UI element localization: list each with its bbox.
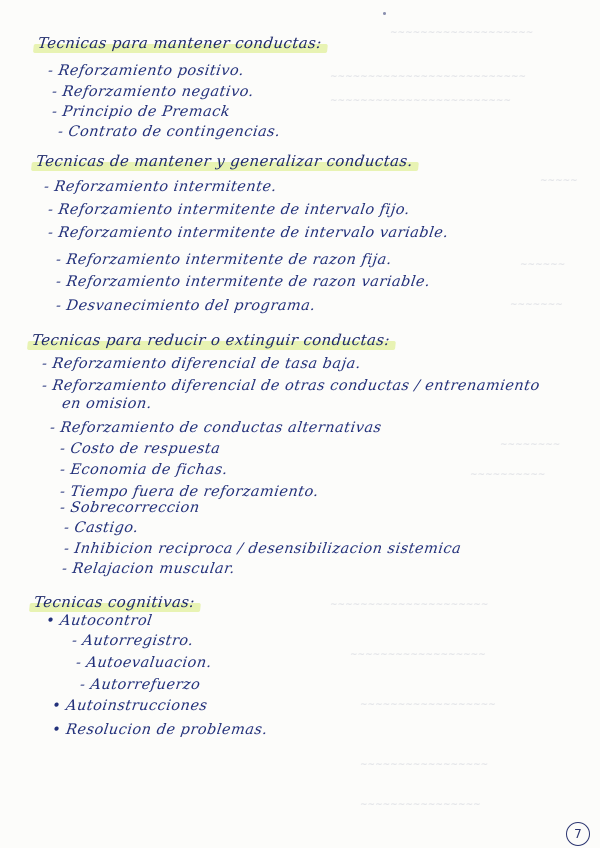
- ink-dot: [383, 12, 386, 15]
- bleed-through-text: ~~~~~~~~~~~~~~~~~~~: [390, 28, 534, 38]
- bleed-through-text: ~~~~~~~~~~~~~~~~~: [360, 760, 489, 770]
- list-item: • Autocontrol: [44, 613, 154, 629]
- bleed-through-text: ~~~~~~~~~~~~~~~~~~~~~: [330, 600, 489, 610]
- list-item: - Tiempo fuera de reforzamiento.: [58, 484, 320, 500]
- section-heading: Tecnicas cognitivas:: [33, 593, 196, 611]
- list-item: - Reforzamiento intermitente.: [42, 179, 278, 195]
- section-heading: Tecnicas para reducir o extinguir conductas:: [31, 331, 391, 349]
- bleed-through-text: ~~~~~~~~~~~~~~~~~~: [350, 650, 486, 660]
- list-item: - Autoevaluacion.: [74, 655, 213, 671]
- list-item: - Reforzamiento intermitente de intervalo fijo.: [46, 202, 411, 218]
- list-item: - Reforzamiento diferencial de otras conductas / entrenamiento: [40, 378, 541, 394]
- bleed-through-text: ~~~~~~~: [510, 300, 563, 310]
- bleed-through-text: ~~~~~~~~~~~~~~~~~~~~~~~~: [330, 96, 511, 106]
- section-heading: Tecnicas de mantener y generalizar conductas.: [35, 152, 414, 170]
- list-item: - Inhibicion reciproca / desensibilizacion sistemica: [62, 541, 463, 557]
- list-item: - Economia de fichas.: [58, 462, 229, 478]
- list-item: - Reforzamiento intermitente de razon fija.: [54, 252, 393, 268]
- list-item: - Reforzamiento intermitente de intervalo variable.: [46, 225, 450, 241]
- bleed-through-text: ~~~~~~: [520, 260, 566, 270]
- list-item: - Reforzamiento negativo.: [50, 84, 255, 100]
- list-item: - Desvanecimiento del programa.: [54, 298, 317, 314]
- bleed-through-text: ~~~~~~~~~~~~~~~~~~~~~~~~~~: [330, 72, 527, 82]
- bleed-through-text: ~~~~~: [540, 176, 578, 186]
- list-item: - Costo de respuesta: [58, 441, 222, 457]
- list-item: - Relajacion muscular.: [60, 561, 237, 577]
- bleed-through-text: ~~~~~~~~~~~~~~~~: [360, 800, 481, 810]
- list-item: - Reforzamiento intermitente de razon variable.: [54, 274, 432, 290]
- page-number: 7: [566, 822, 590, 846]
- list-item: - Autorrefuerzo: [78, 677, 202, 693]
- list-item: - Reforzamiento de conductas alternativas: [48, 420, 383, 436]
- section-heading: Tecnicas para mantener conductas:: [37, 34, 323, 52]
- list-item: - Castigo.: [62, 520, 140, 536]
- list-item: - Principio de Premack: [50, 104, 232, 120]
- bleed-through-text: ~~~~~~~~~~~~~~~~~~: [360, 700, 496, 710]
- bleed-through-text: ~~~~~~~~~~: [470, 470, 546, 480]
- bleed-through-text: ~~~~~~~~: [500, 440, 561, 450]
- list-item: - Reforzamiento positivo.: [46, 63, 246, 79]
- list-item: - Reforzamiento diferencial de tasa baja.: [40, 356, 362, 372]
- list-item: • Resolucion de problemas.: [50, 722, 269, 738]
- list-item: • Autoinstrucciones: [50, 698, 209, 714]
- list-item: - Contrato de contingencias.: [56, 124, 282, 140]
- list-item: - Sobrecorreccion: [58, 500, 201, 516]
- list-item: en omision.: [60, 396, 154, 412]
- list-item: - Autorregistro.: [70, 633, 195, 649]
